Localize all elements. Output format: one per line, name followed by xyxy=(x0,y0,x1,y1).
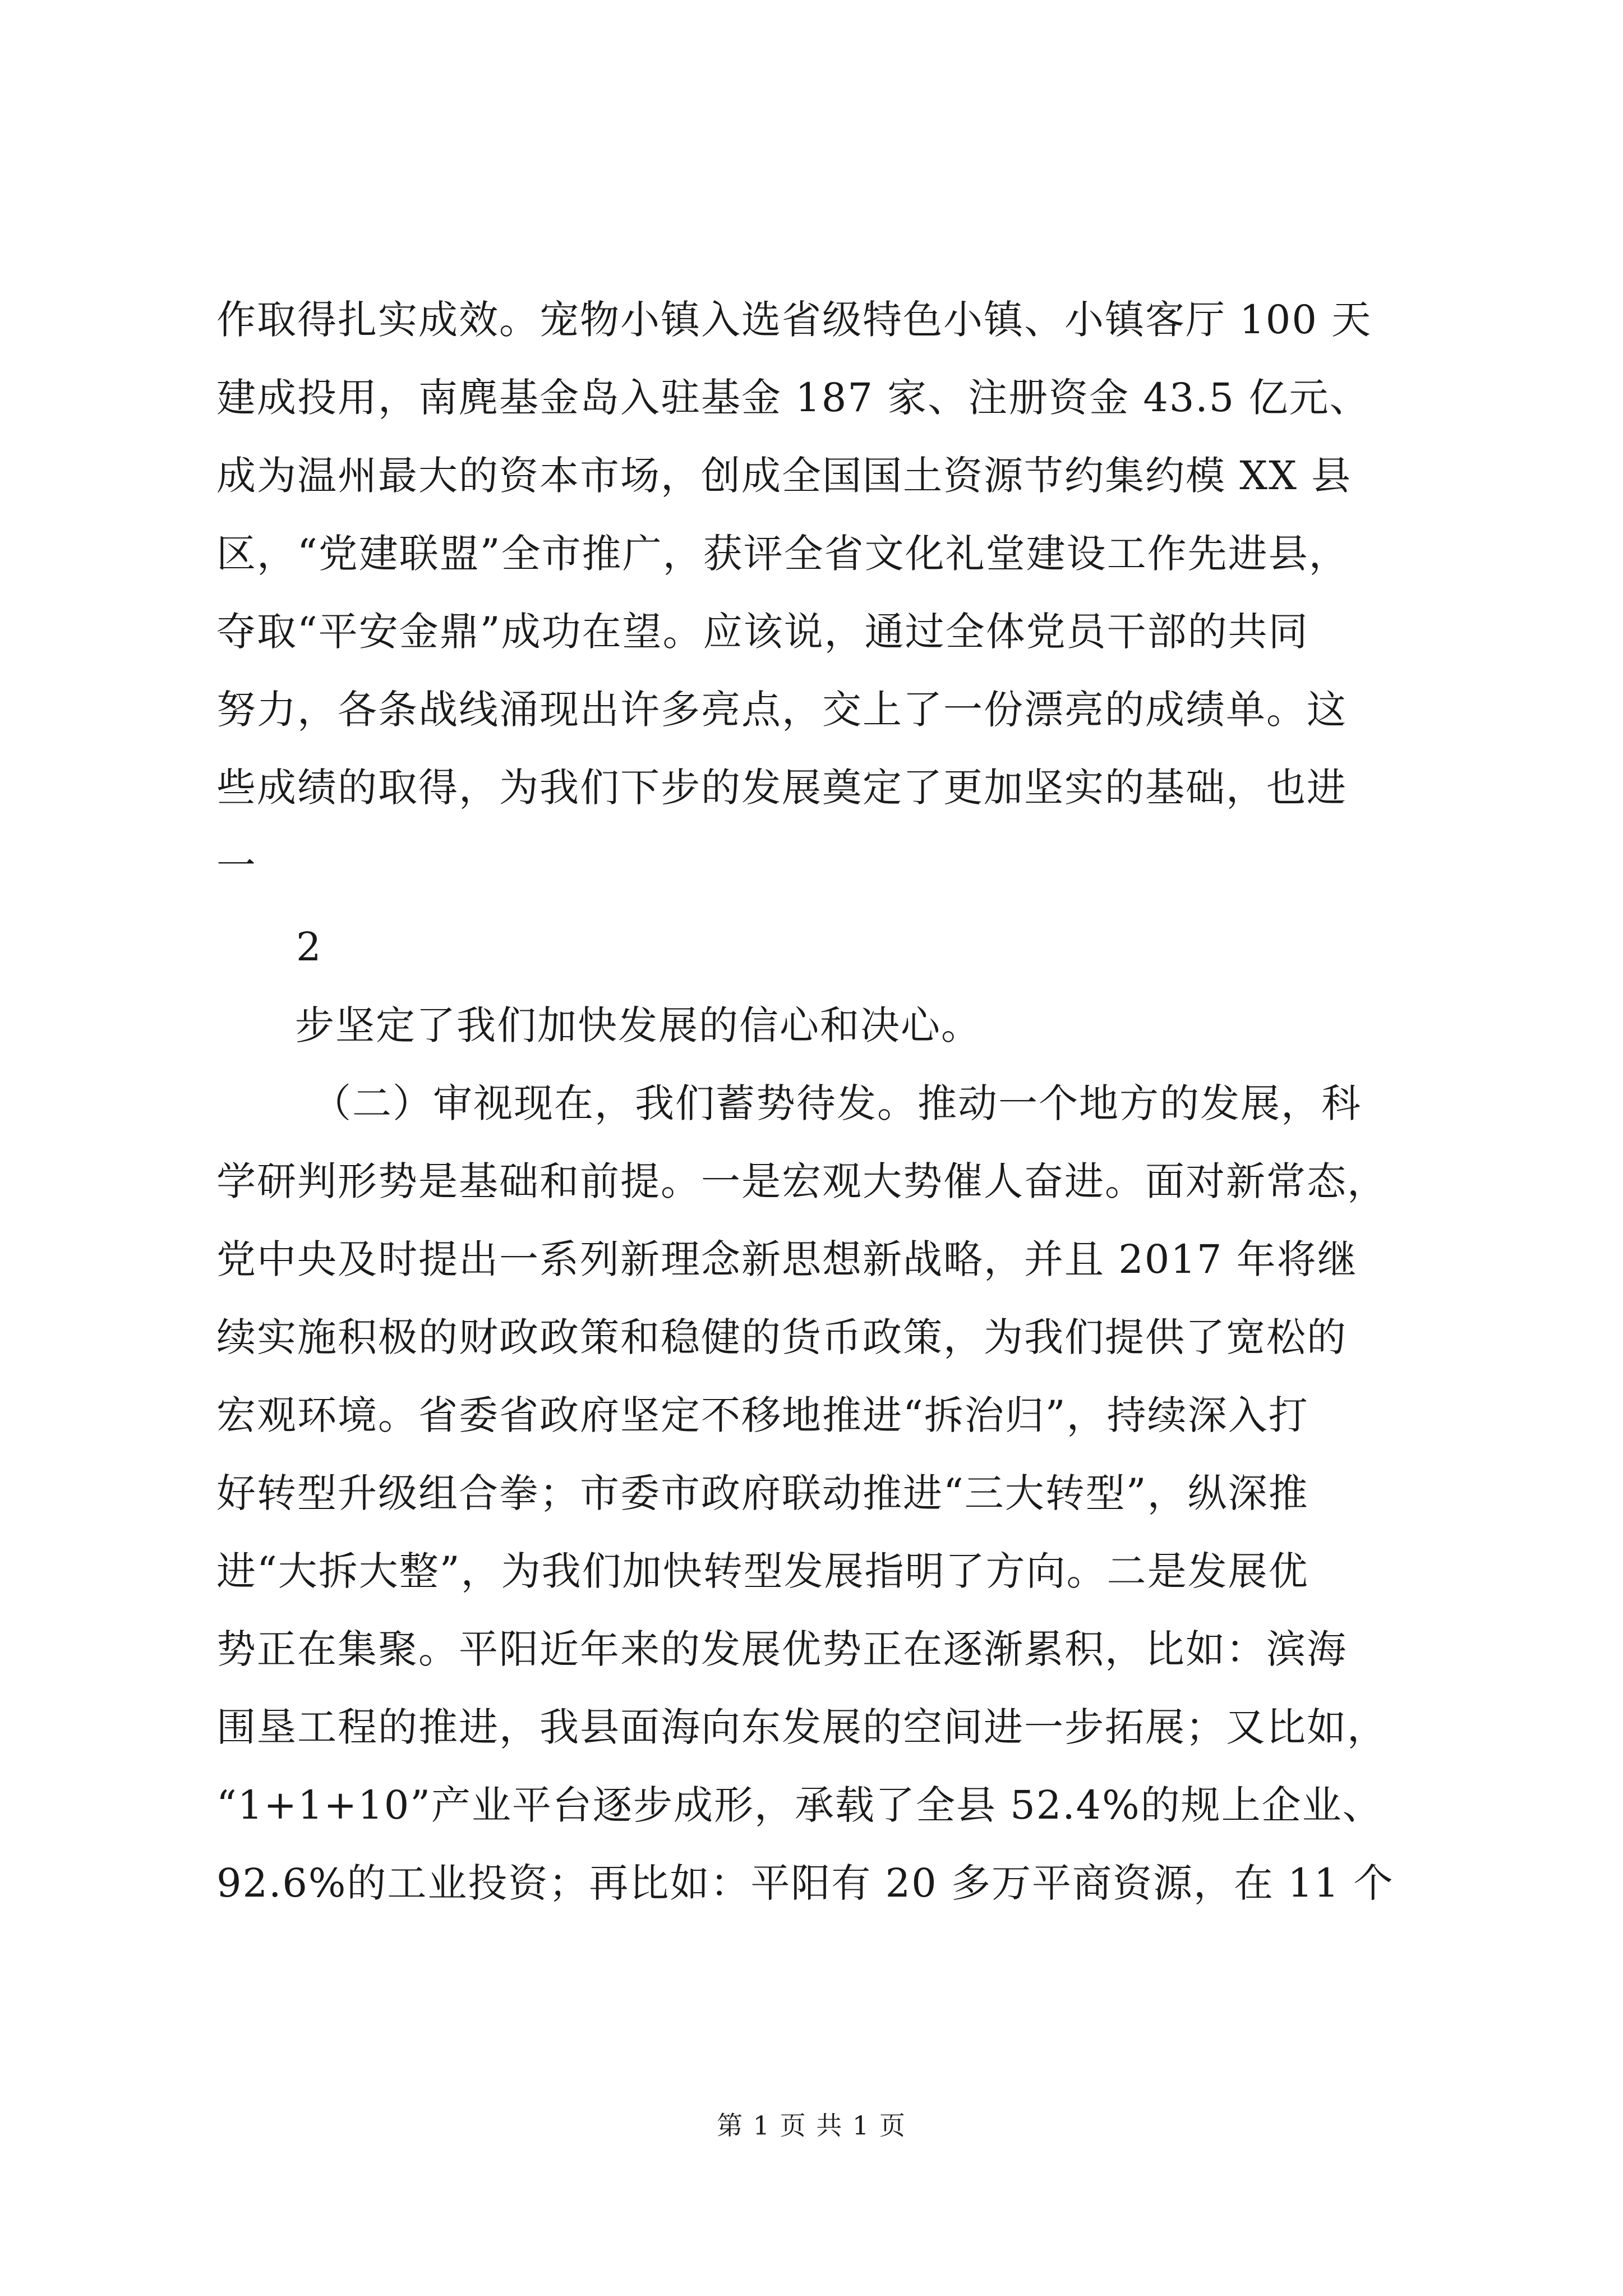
body-line-6: 努力，各条战线涌现出许多亮点，交上了一份漂亮的成绩单。这 xyxy=(216,687,1347,733)
body-line-10: 步坚定了我们加快发展的信心和决心。 xyxy=(295,1002,981,1048)
body-line-16: 好转型升级组合拳；市委市政府联动推进“三大转型”，纵深推 xyxy=(216,1470,1309,1516)
body-line-15: 宏观环境。省委省政府坚定不移地推进“拆治归”，持续深入打 xyxy=(216,1392,1309,1438)
body-line-12: 学研判形势是基础和前提。一是宏观大势催人奋进。面对新常态， xyxy=(216,1158,1387,1204)
body-line-7: 些成绩的取得，为我们下步的发展奠定了更加坚实的基础，也进 xyxy=(216,765,1347,811)
body-line-4: 区，“党建联盟”全市推广，获评全省文化礼堂建设工作先进县， xyxy=(216,531,1349,577)
body-line-18: 势正在集聚。平阳近年来的发展优势正在逐渐累积，比如：滨海 xyxy=(216,1626,1347,1672)
body-line-19: 围垦工程的推进，我县面海向东发展的空间进一步拓展；又比如， xyxy=(216,1704,1387,1750)
body-line-14: 续实施积极的财政政策和稳健的货币政策，为我们提供了宽松的 xyxy=(216,1314,1347,1360)
page-number-marker: 2 xyxy=(296,924,322,970)
body-line-2: 建成投用，南麂基金岛入驻基金 187 家、注册资金 43.5 亿元、 xyxy=(216,375,1370,421)
body-line-3: 成为温州最大的资本市场，创成全国国土资源节约集约模 XX 县 xyxy=(216,453,1352,499)
body-line-17: 进“大拆大整”，为我们加快转型发展指明了方向。二是发展优 xyxy=(216,1548,1309,1594)
section-heading-line: （二）审视现在，我们蓄势待发。推动一个地方的发展，科 xyxy=(312,1080,1362,1126)
body-line-21: 92.6%的工业投资；再比如：平阳有 20 多万平商资源，在 11 个 xyxy=(216,1860,1394,1906)
body-line-20: “1+1+10”产业平台逐步成形，承载了全县 52.4%的规上企业、 xyxy=(216,1782,1383,1828)
page-footer: 第 1 页 共 1 页 xyxy=(717,2110,906,2141)
body-line-13: 党中央及时提出一系列新理念新思想新战略，并且 2017 年将继 xyxy=(216,1236,1358,1282)
body-line-5: 夺取“平安金鼎”成功在望。应该说，通过全体党员干部的共同 xyxy=(216,609,1309,655)
body-line-8: 一 xyxy=(216,843,257,889)
body-line-1: 作取得扎实成效。宠物小镇入选省级特色小镇、小镇客厅 100 天 xyxy=(216,297,1372,343)
